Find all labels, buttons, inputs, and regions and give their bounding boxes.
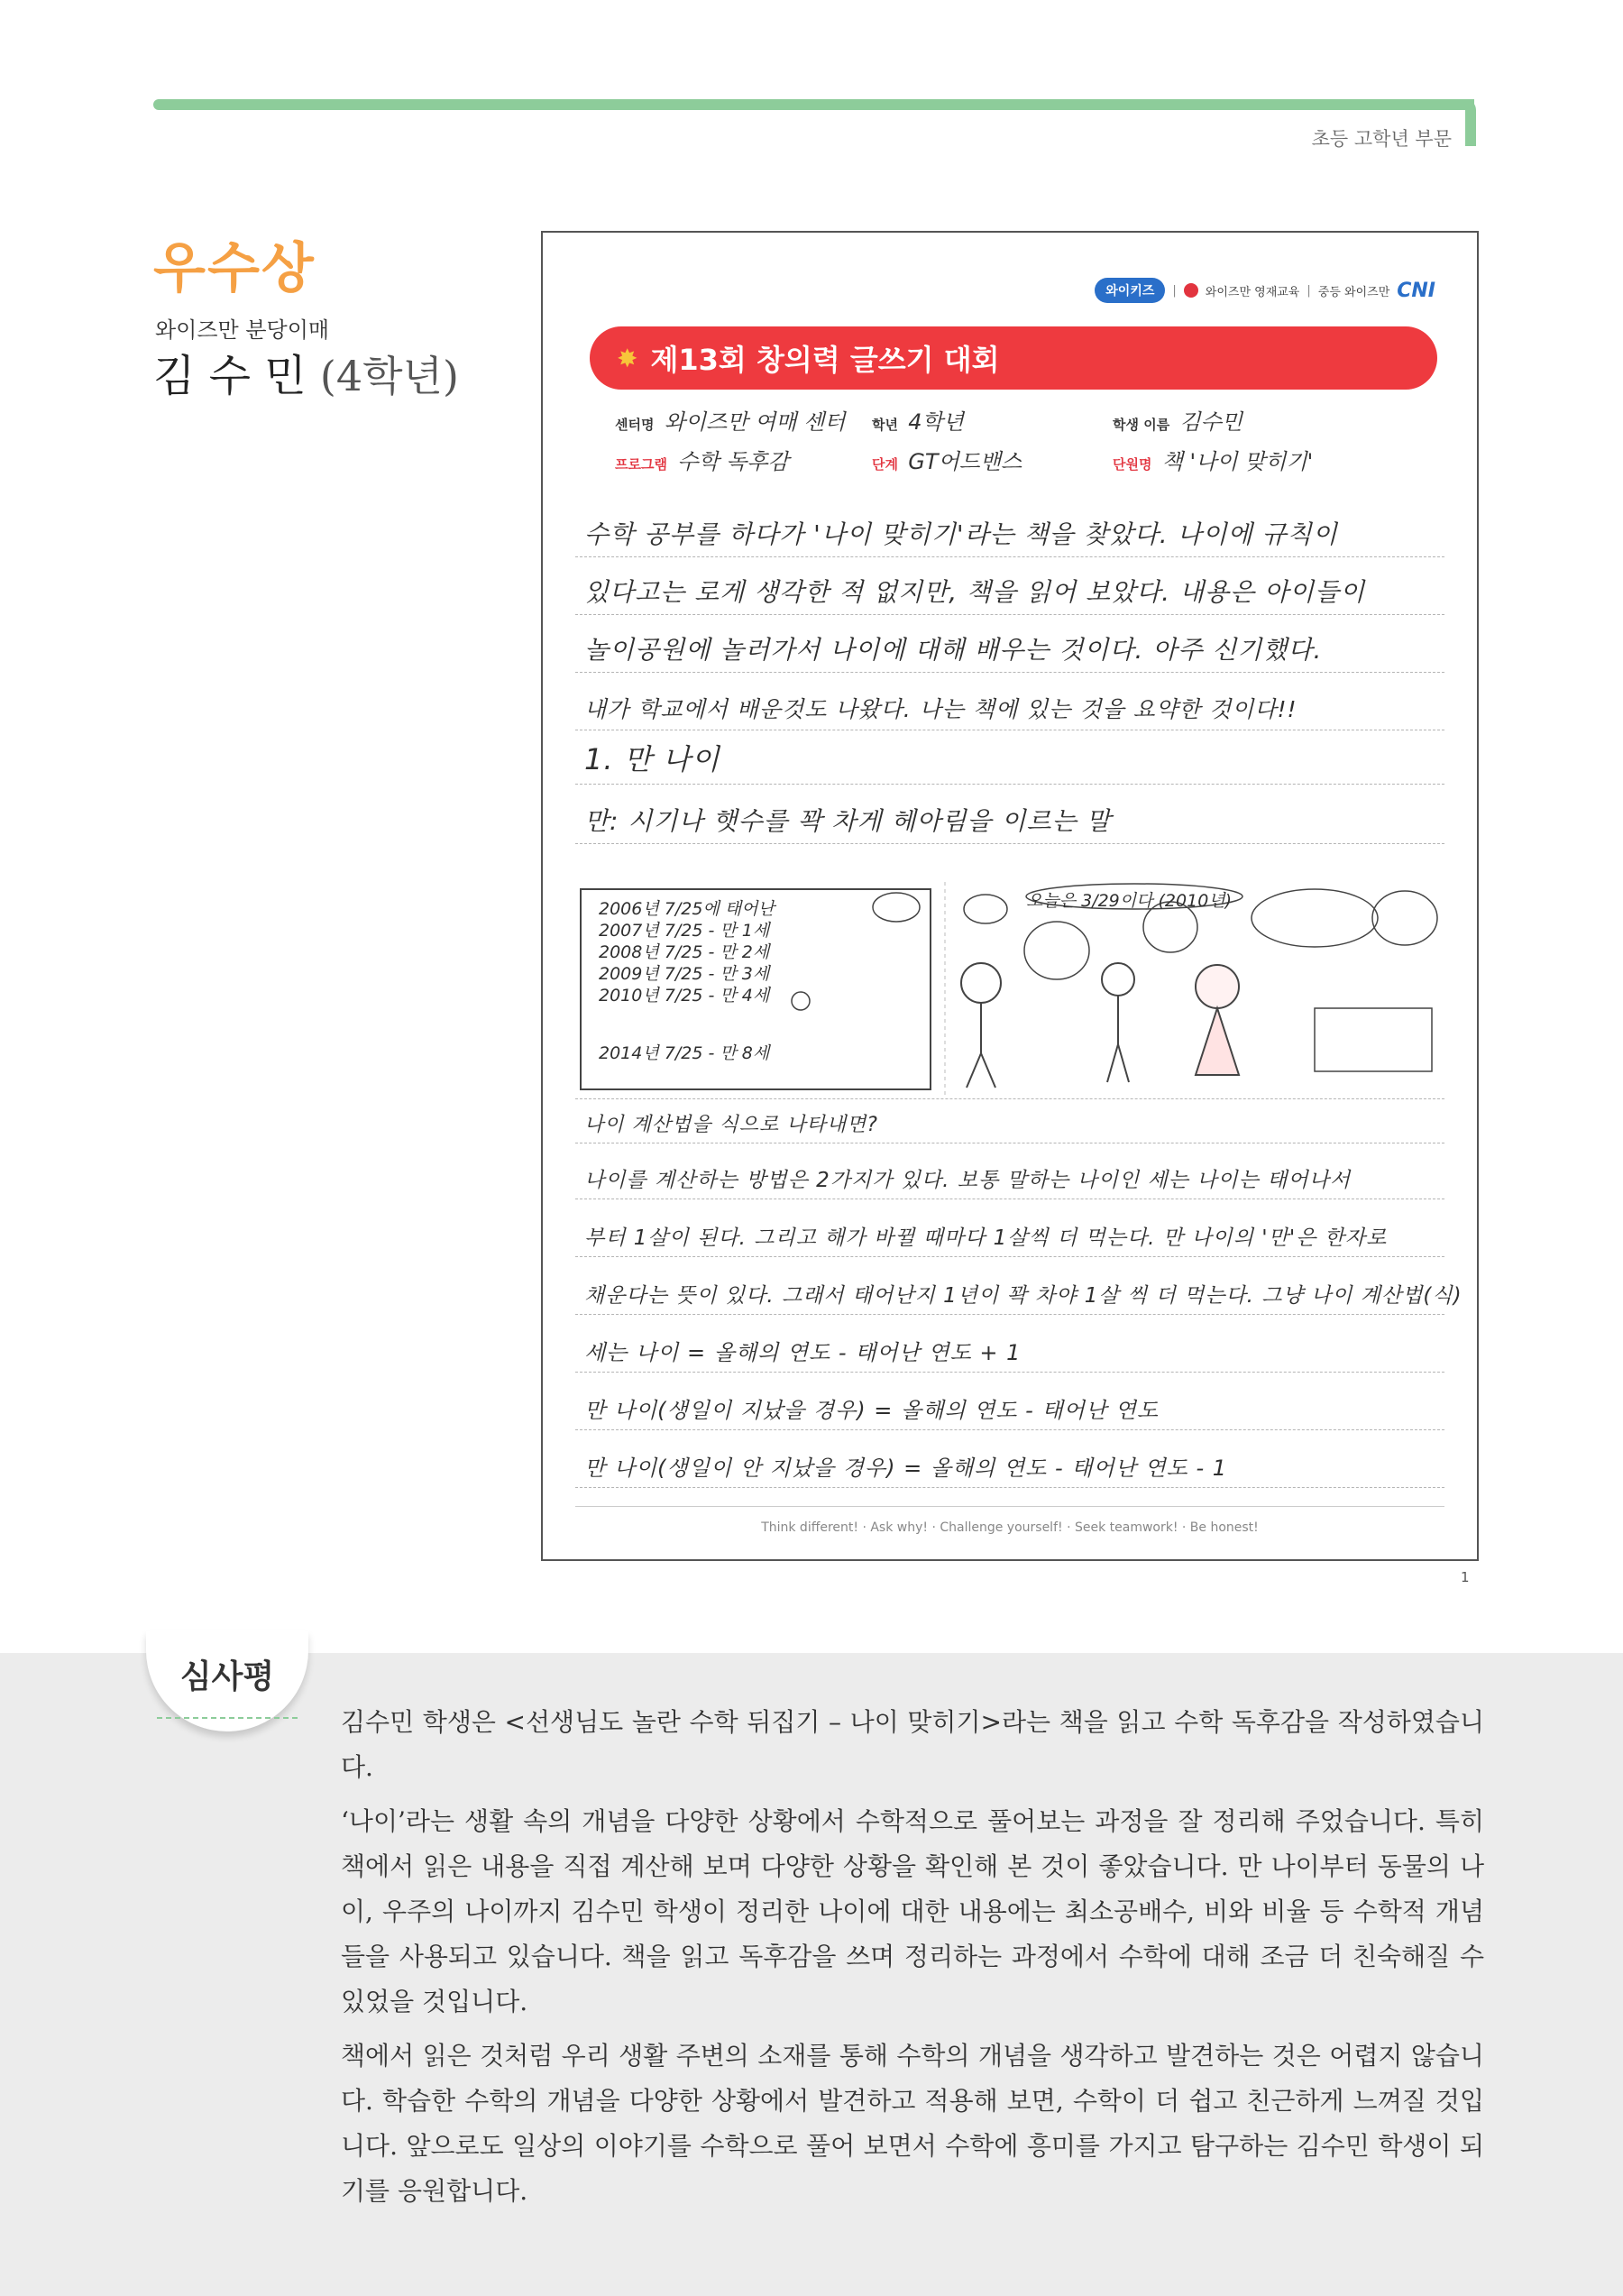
review-heading: 심사평 — [179, 1658, 275, 1695]
banner-title: 제13회 창의력 글쓰기 대회 — [650, 343, 1000, 377]
center-name: 와이즈만 분당이매 — [155, 317, 330, 343]
review-body — [341, 1700, 1484, 2223]
sketch-caption: 오늘은 3/29이다 (2010년) — [1026, 891, 1233, 911]
section-label: 초등 고학년 부문 — [1311, 128, 1452, 150]
drawing-area — [575, 882, 1444, 1099]
field-label: 단계 — [872, 456, 898, 473]
review-badge — [146, 1630, 308, 1731]
essay-line: 1. 만 나이 — [575, 730, 1444, 785]
logo-cni: CNI — [1397, 279, 1435, 302]
essay-line: 채운다는 뜻이 있다. 그래서 태어난지 1년이 꽉 차야 1살 씩 더 먹는다. 그냥 나이 계산법(식) — [575, 1261, 1444, 1315]
logo-waikids: 와이키즈 — [1095, 278, 1165, 303]
student-name-line — [153, 341, 459, 403]
header-rule — [153, 99, 1474, 110]
essay-line: 나이 계산법을 식으로 나타내면? — [575, 1098, 1444, 1143]
field-level — [872, 444, 1022, 475]
badge-dashed-line — [157, 1717, 298, 1719]
logo-separator: | — [1172, 283, 1177, 298]
essay-paper — [541, 231, 1479, 1561]
wiseman-logo-icon — [1184, 283, 1198, 298]
essay-line: 있다고는 로게 생각한 적 없지만, 책을 읽어 보았다. 내용은 아이들이 — [575, 561, 1444, 615]
field-value: GT어드밴스 — [908, 449, 1022, 474]
star-icon: ✸ — [617, 343, 638, 373]
field-value: 4학년 — [908, 409, 964, 435]
header-rule-tail — [1465, 99, 1476, 146]
student-grade: (4학년) — [319, 352, 459, 400]
paper-footer-rule — [575, 1506, 1444, 1507]
field-program — [615, 444, 789, 475]
essay-line: 내가 학교에서 배운것도 나왔다. 나는 책에 있는 것을 요약한 것이다!! — [575, 676, 1444, 730]
field-label: 센터명 — [615, 417, 655, 433]
field-value: 수학 독후감 — [677, 449, 789, 474]
field-label: 단원명 — [1113, 456, 1152, 473]
sketch-notes: 2006년 7/25에 태어난 2007년 7/25 - 만 1세 2008년 7/25 - 만 2세 2009년 7/25 - 만 3세 2010년 7/25 - 만 4세 2014년 7/25 - 만 8세 — [599, 899, 775, 1063]
essay-line: 수학 공부를 하다가 '나이 맞히기'라는 책을 찾았다. 나이에 규칙이 — [575, 503, 1444, 557]
essay-line: 부터 1살이 된다. 그리고 해가 바뀔 때마다 1살씩 더 먹는다. 만 나이의 '만'은 한자로 — [575, 1203, 1444, 1257]
student-name: 김 수 민 — [153, 351, 307, 401]
review-paragraph: 책에서 읽은 것처럼 우리 생활 주변의 소재를 통해 수학의 개념을 생각하고 발견하는 것은 어렵지 않습니다. 학습한 수학의 개념을 다양한 상황에서 발견하고 적용해 보면, 수학이 더 쉽고 친근하게 느껴질 것입니다. 앞으로도 일상의 이야기를 수학으로 풀어 보면서 수학에 흥미를 가지고 탐구하는 김수민 학생이 되기를 응원합니다. — [341, 2041, 1484, 2206]
contest-banner — [590, 326, 1437, 390]
field-value: 김수민 — [1179, 409, 1242, 435]
logo-middle: 중등 와이즈만 — [1317, 285, 1390, 299]
field-value: 책 '나이 맞히기' — [1161, 449, 1314, 474]
logo-separator: | — [1307, 283, 1311, 298]
field-center — [615, 404, 845, 436]
field-value: 와이즈만 여매 센터 — [664, 409, 846, 435]
essay-line: 만 나이(생일이 지났을 경우) = 올해의 연도 - 태어난 연도 — [575, 1376, 1444, 1430]
field-grade — [872, 404, 964, 436]
review-paragraph: ‘나이’라는 생활 속의 개념을 다양한 상황에서 수학적으로 풀어보는 과정을 잘 정리해 주었습니다. 특히 책에서 읽은 내용을 직접 계산해 보며 다양한 상황을 확인해 본 것이 좋았습니다. 만 나이부터 동물의 나이, 우주의 나이까지 김수민 학생이 정리한 나이에 대한 내용에는 최소공배수, 비와 비율 등 수학적 개념들을 사용되고 있습니다. 책을 읽고 독후감을 쓰며 정리하는 과정에서 수학에 대해 조금 더 친숙해질 수 있었을 것입니다. — [341, 1806, 1484, 2016]
field-label: 학생 이름 — [1113, 417, 1170, 433]
essay-line: 만 나이(생일이 안 지났을 경우) = 올해의 연도 - 태어난 연도 - 1 — [575, 1434, 1444, 1488]
logo-wiseman: 와이즈만 영재교육 — [1205, 285, 1300, 299]
field-label: 학년 — [872, 417, 898, 433]
essay-line: 나이를 계산하는 방법은 2가지가 있다. 보통 말하는 나이인 세는 나이는 태어나서 — [575, 1145, 1444, 1199]
sponsor-logos — [1095, 278, 1435, 303]
field-name — [1113, 404, 1242, 436]
page-number: 1 — [1461, 1569, 1470, 1585]
field-unit — [1113, 444, 1313, 475]
award-title: 우수상 — [153, 237, 316, 300]
paper-motto: Think different! · Ask why! · Challenge yourself! · Seek teamwork! · Be honest! — [761, 1520, 1259, 1535]
field-label: 프로그램 — [615, 456, 667, 473]
essay-line: 세는 나이 = 올해의 연도 - 태어난 연도 + 1 — [575, 1318, 1444, 1373]
review-paragraph: 김수민 학생은 <선생님도 놀란 수학 뒤집기 – 나이 맞히기>라는 책을 읽고 수학 독후감을 작성하였습니다. — [341, 1707, 1484, 1782]
essay-line: 만: 시기나 햇수를 꽉 차게 헤아림을 이르는 말 — [575, 790, 1444, 844]
essay-line: 놀이공원에 놀러가서 나이에 대해 배우는 것이다. 아주 신기했다. — [575, 619, 1444, 673]
